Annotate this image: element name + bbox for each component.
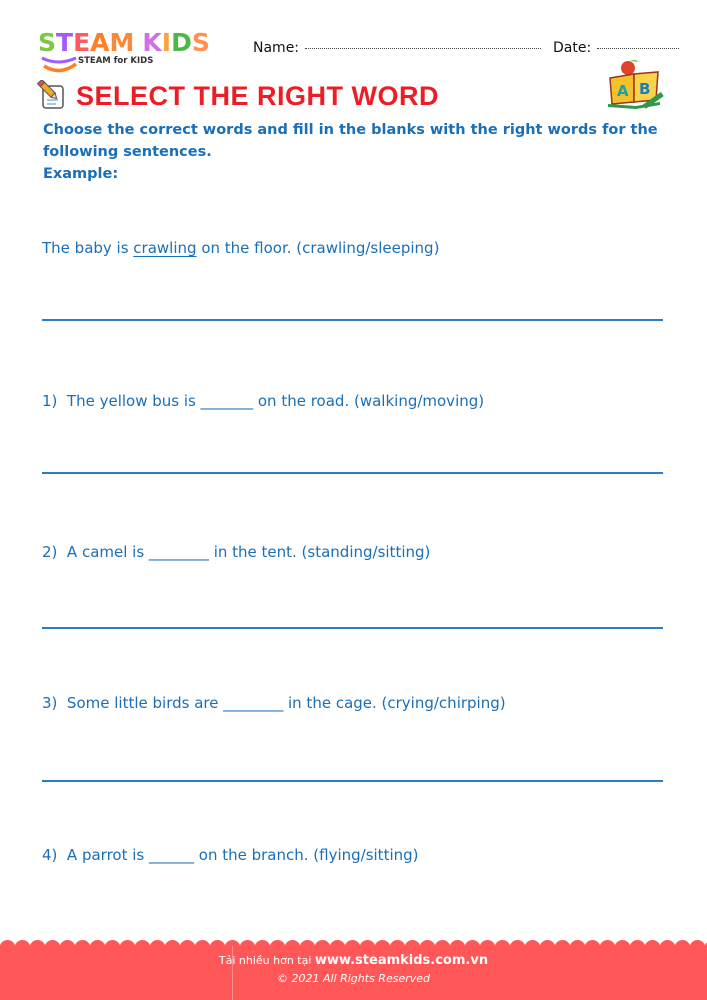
logo-letter: S: [191, 28, 210, 57]
answer-line-1[interactable]: [42, 472, 663, 474]
abc-book-icon: [606, 58, 666, 113]
logo-letter: T: [56, 28, 74, 57]
date-label: Date:: [553, 40, 592, 56]
logo-letter: K: [142, 28, 162, 57]
steam-kids-logo: [38, 30, 238, 75]
name-date-row: [253, 40, 691, 56]
instructions-text: Choose the correct words and fill in the blanks with the right words for the following sentences.: [43, 122, 658, 160]
example-before: The baby is: [42, 239, 134, 257]
pencil-paper-icon: [36, 80, 68, 112]
answer-line-2[interactable]: [42, 627, 663, 629]
question-1: 1) The yellow bus is _______ on the road. (walking/moving): [42, 392, 485, 410]
logo-subtitle: STEAM for KIDS: [78, 56, 154, 66]
logo-letter: A: [90, 28, 110, 57]
answer-line-3[interactable]: [42, 780, 663, 782]
answer-line[interactable]: [42, 319, 663, 321]
svg-text:A: A: [617, 82, 629, 100]
question-4: 4) A parrot is ______ on the branch. (flying/sitting): [42, 846, 419, 864]
name-field[interactable]: [305, 47, 541, 49]
instructions: [43, 119, 663, 185]
logo-letter: M: [109, 28, 135, 57]
question-3: 3) Some little birds are ________ in the cage. (crying/chirping): [42, 694, 506, 712]
page-title: SELECT THE RIGHT WORD: [76, 80, 439, 111]
footer-prefix: Tải nhiều hơn tại: [218, 954, 315, 967]
footer-url-link[interactable]: www.steamkids.com.vn: [314, 953, 489, 968]
title-row: [36, 80, 439, 112]
logo-swoosh-icon: [40, 54, 78, 76]
logo-letter: S: [38, 28, 57, 57]
logo-wordmark: [38, 30, 238, 56]
name-label: Name:: [253, 40, 300, 56]
logo-letter: D: [171, 28, 192, 57]
example-label: Example:: [43, 166, 119, 182]
logo-space: [134, 30, 142, 56]
logo-letter: E: [73, 28, 91, 57]
date-field[interactable]: [597, 47, 679, 49]
example-answer: crawling: [133, 239, 197, 257]
footer-copyright: © 2021 All Rights Reserved: [276, 972, 430, 985]
logo-letter: I: [161, 28, 172, 57]
example-after: on the floor. (crawling/sleeping): [196, 239, 440, 257]
footer-download-text: [0, 953, 707, 968]
svg-text:B: B: [639, 80, 651, 98]
example-sentence: [42, 239, 439, 257]
question-2: 2) A camel is ________ in the tent. (standing/sitting): [42, 543, 431, 561]
